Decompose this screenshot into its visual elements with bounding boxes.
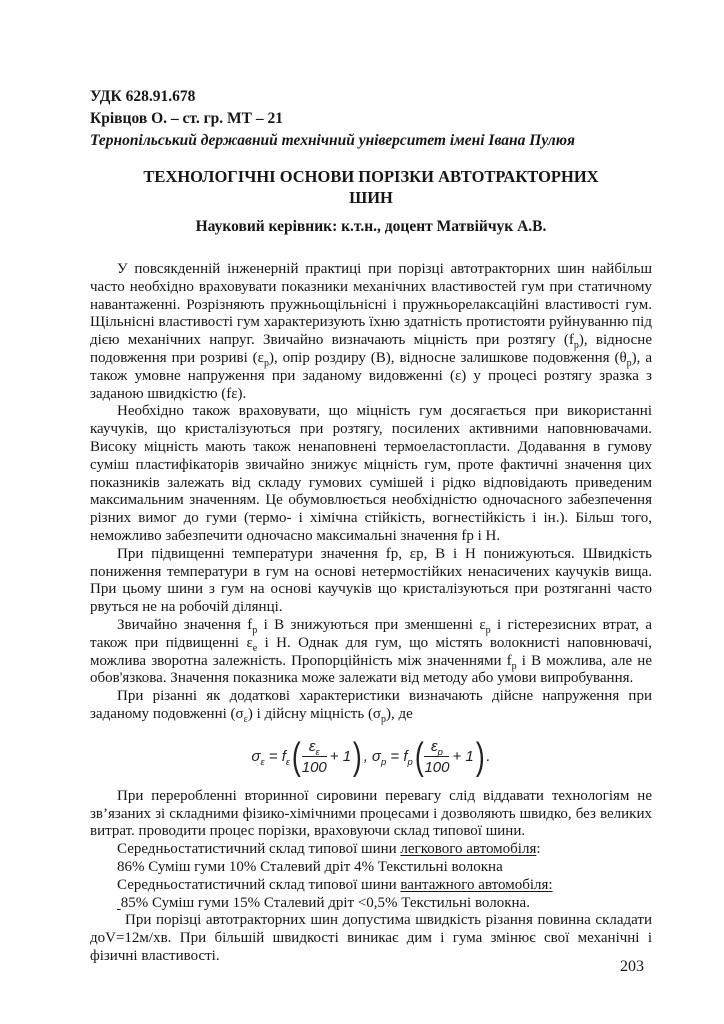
open-paren-2: ( <box>414 735 424 778</box>
open-paren-1: ( <box>291 735 301 778</box>
author-line: Крівцов О. – ст. гр. МТ – 21 <box>90 110 283 127</box>
affiliation-line: Тернопільський державний технічний університет імені Івана Пулюя <box>90 132 576 149</box>
paragraph-mechanical-properties: У повсякденній інженерній практиці при порізці автотракторних шин найбільш часто необхідно враховувати показники механічних властивостей гум при статичному навантаженні. Розрізняють пружньощільнісні і пружньорелаксаційні властивості гум. Щільнісні властивості гум характеризують їхню здатність протистояти руйнуванню під дією механічних напруг. Звичайно визначають міцність при розтягу $(f_p)$, відносне подовження при розриві $(\varepsilon_p)$, опір роздиру (В), відносне залишкове подовження $(\theta_p)$, а також умовне напруження при заданому видовженні (ε) у процесі розтягу зразка з заданою швидкістю (fε). <box>90 261 652 402</box>
fraction-2-denominator: 100 <box>424 758 450 776</box>
composition-car-heading: Середньостатистичний склад типової шини легкового автомобіля: <box>117 841 541 858</box>
supervisor-line: Науковий керівник: к.т.н., доцент Матвійчук А.В. <box>195 218 547 235</box>
page-content <box>90 86 652 966</box>
formula-period: . <box>486 748 491 766</box>
stress-formula <box>90 737 652 777</box>
composition-car-values: 86% Суміш гуми 10% Сталевий дріт 4% Текстильні волокна <box>117 858 503 875</box>
paragraph-recycling-technology: При переробленні вторинної сировини перевагу слід віддавати технологіям не зв’язаних зі складними фізико-хімічними процесами і дозволяють швидко, без великих витрат. проводити процес порізки, враховуючи склад типової шини. <box>90 787 652 840</box>
paragraph-strength-factors: Необхідно також враховувати, що міцність гум досягається при використанні каучуків, що кристалізуються при розтягу, посилених активними наповнювачами. Високу міцність мають також ненаповнені термоеластопласти. Додавання в гумову суміш пластифікаторів звичайно знижує міцність гум, проте фактичні значення цих показників залежать від складу гумових сумішей і рідко відповідають приведеним максимальним значенням. Це обумовлюється необхідністю одночасного забезпечення різних вимог до гуми (термо- і хімічна стійкість, вогнестійкість і ін.). Більш того, неможливо забезпечити одночасно максимальні значення fp і Н. <box>90 403 652 544</box>
formula-plus-1: + 1 <box>329 748 352 766</box>
paragraph-temperature-effect: При підвищенні температури значення fp, εp, В і Н понижуються. Швидкість пониження температури в гум на основі нетермостійких ненасичених каучуків вища. При цьому шини з гум на основі каучуків що кристалізуються при розтяганні часто рвуться не на робочій ділянці. <box>90 545 652 616</box>
formula-plus-2: + 1 <box>452 748 474 766</box>
fraction-2 <box>424 738 449 776</box>
paragraph-value-relations: Звичайно значення $f_p$ і В знижуються при зменшенні $\varepsilon_p$ і гістерезисних втрат, а також при підвищенні $\varepsilon_e$ і Н. Однак для гум, що містять волокнисті наповнювачі, можлива зворотна залежність. Пропорційність між значеннями $f_p$ і В можлива, але не обов'язкова. Значення показника може залежати від методу або умови випробування. <box>90 616 652 687</box>
page-number: 203 <box>620 958 644 975</box>
udc-number: УДК 628.91.678 <box>90 88 196 105</box>
fraction-1-denominator: 100 <box>301 758 327 776</box>
composition-truck-heading: Середньостатистичний склад типової шини вантажного автомобіля: <box>117 876 553 893</box>
paper-title-line-1: ТЕХНОЛОГІЧНІ ОСНОВИ ПОРІЗКИ АВТОТРАКТОРНИХ <box>143 167 599 186</box>
formula-separator: , <box>363 748 368 766</box>
formula-lhs-2: $\sigma_p = f_p$ <box>371 748 413 769</box>
fraction-1-numerator: $\varepsilon_\varepsilon$ <box>302 738 327 758</box>
close-paren-1: ) <box>352 735 362 778</box>
paper-title-line-2: ШИН <box>349 188 393 207</box>
close-paren-2: ) <box>475 735 485 778</box>
paragraph-cutting-speed: При порізці автотракторних шин допустима швидкість різання повинна складати доV=12м/хв. При більшій швидкості виникає дим і гума змінює свої механічні і фізичні властивості. <box>90 912 652 964</box>
paper-title <box>90 166 652 208</box>
fraction-2-numerator: $\varepsilon_p$ <box>424 738 449 758</box>
composition-truck-values: 85% Суміш гуми 15% Сталевий дріт <0,5% Текстильні волокна. <box>120 894 530 911</box>
fraction-1 <box>302 738 327 776</box>
formula-lhs-1: $\sigma_\varepsilon = f_\varepsilon$ <box>251 748 291 769</box>
paragraph-cutting-characteristics: При різанні як додаткові характеристики визначають дійсне напруження при заданому подовженні $(\sigma_\varepsilon)$ і дійсну міцність $(\sigma_p)$, де <box>90 688 652 725</box>
